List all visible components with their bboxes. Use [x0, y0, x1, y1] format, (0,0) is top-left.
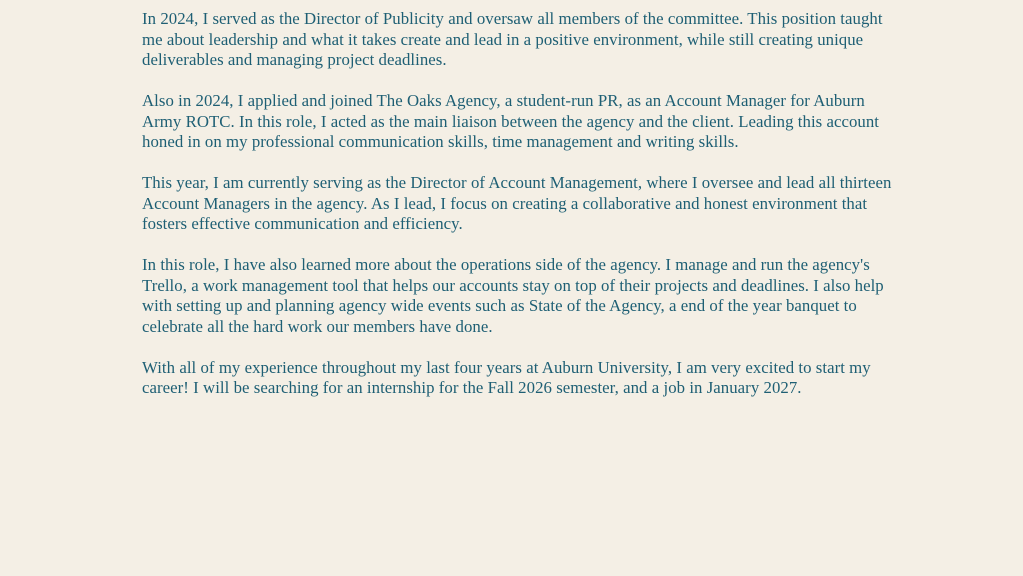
paragraph-director-of-publicity: In 2024, I served as the Director of Publicity and oversaw all members of the committee. This position taught me about leadership and what it takes create and lead in a positive environment, while still creating unique deliverables and managing project deadlines. [142, 9, 883, 69]
paragraph-agency-operations: In this role, I have also learned more about the operations side of the agency. I manage and run the agency's Trello, a work management tool that helps our accounts stay on top of their projects and deadlines. I also help with setting up and planning agency wide events such as State of the Agency, a end of the year banquet to celebrate all the hard work our members have done. [142, 255, 884, 336]
paragraph-oaks-agency-account-manager: Also in 2024, I applied and joined The Oaks Agency, a student-run PR, as an Account Manager for Auburn Army ROTC. In this role, I acted as the main liaison between the agency and the client. Leading this account honed in on my professional communication skills, time management and writing skills. [142, 91, 880, 151]
paragraph-career-goals: With all of my experience throughout my last four years at Auburn University, I am very excited to start my career! I will be searching for an internship for the Fall 2026 semester, and a job in January 2027. [142, 357, 871, 397]
bio-text-block [142, 9, 902, 419]
paragraph-director-of-account-management: This year, I am currently serving as the Director of Account Management, where I oversee and lead all thirteen Account Managers in the agency. As I lead, I focus on creating a collaborative and honest environment that fosters effective communication and efficiency. [142, 173, 892, 233]
